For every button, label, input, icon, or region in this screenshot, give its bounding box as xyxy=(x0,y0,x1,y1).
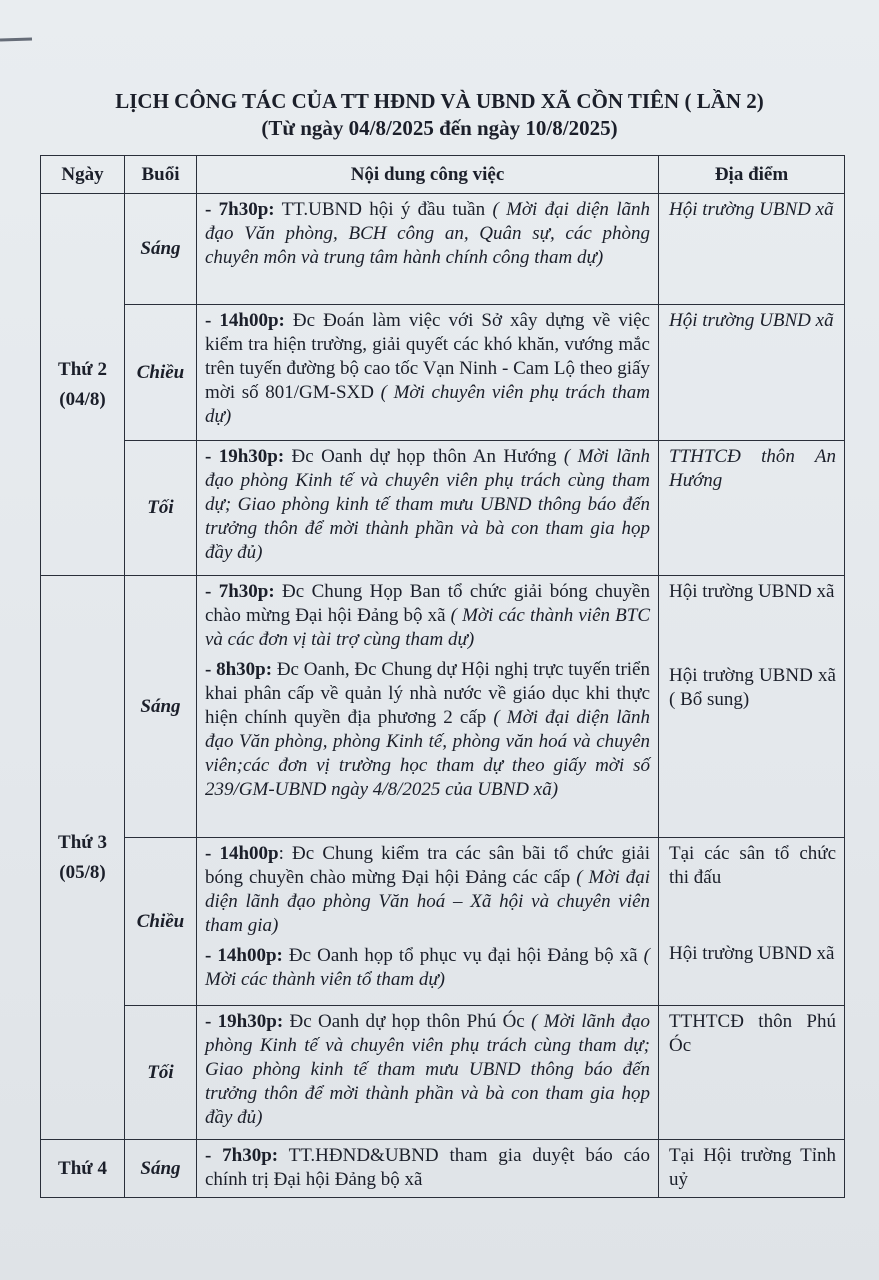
table-row xyxy=(41,838,845,1006)
list-item xyxy=(205,309,650,429)
task-text: Đc Đoán làm việc với Sở xây dựng về việc kiểm tra hiện trường, giải quyết các khó khăn, vướng mắc trên tuyến đường bộ cao tốc Vạn Ninh - Cam Lộ theo giấy mời số 801/GM-SXD xyxy=(205,310,650,403)
task-text: : Đc Chung kiểm tra các sân bãi tổ chức giải bóng chuyền chào mừng Đại hội Đảng các cấp xyxy=(205,843,650,888)
header-day: Ngày xyxy=(41,156,125,194)
task-text: TT.UBND hội ý đầu tuần xyxy=(274,199,493,220)
day-cell xyxy=(41,194,125,576)
location-text: TTHTCĐ thôn Phú Óc xyxy=(669,1011,836,1056)
location-cell xyxy=(659,838,845,1006)
content-cell xyxy=(197,576,659,838)
location-text: Hội trường UBND xã xyxy=(669,943,835,964)
content-cell xyxy=(197,1006,659,1140)
day-cell xyxy=(41,1140,125,1198)
location-cell xyxy=(659,441,845,576)
document-title xyxy=(0,88,879,142)
time-label: - 14h00p xyxy=(205,843,279,864)
header-session: Buổi xyxy=(125,156,197,194)
session-cell: Sáng xyxy=(125,194,197,305)
task-note: ( Mời các thành viên BTC và các đơn vị tài trợ cùng tham dự) xyxy=(205,605,650,650)
task-text: Đc Oanh dự họp thôn Phú Óc xyxy=(283,1011,532,1032)
session-cell: Chiều xyxy=(125,838,197,1006)
list-item xyxy=(205,658,650,802)
day-label: Thứ 2 xyxy=(58,358,107,380)
day-date: (05/8) xyxy=(59,861,106,883)
location-cell xyxy=(659,194,845,305)
task-text: TT.HĐND&UBND tham gia duyệt báo cáo chính trị Đại hội Đảng bộ xã xyxy=(205,1145,650,1190)
task-note: ( Mời chuyên viên phụ trách tham dự) xyxy=(205,382,651,427)
list-item xyxy=(205,198,650,270)
schedule-table xyxy=(40,155,845,1198)
table-row xyxy=(41,194,845,305)
day-date: (04/8) xyxy=(59,388,106,410)
task-note: ( Mời lãnh đạo phòng Kinh tế và chuyên viên phụ trách cùng tham dự; Giao phòng kinh tế tham mưu UBND thông báo đến trưởng thôn để mời thành phần và bà con tham gia họp đầy đủ) xyxy=(205,446,650,563)
location-cell xyxy=(659,305,845,441)
task-text: Đc Oanh dự họp thôn An Hướng xyxy=(284,446,564,467)
header-content: Nội dung công việc xyxy=(197,156,659,194)
table-row xyxy=(41,441,845,576)
table-row xyxy=(41,576,845,838)
location-cell xyxy=(659,1140,845,1198)
table-row xyxy=(41,1006,845,1140)
header-location: Địa điểm xyxy=(659,156,845,194)
title-line-1: LỊCH CÔNG TÁC CỦA TT HĐND VÀ UBND XÃ CỒN TIÊN ( LẦN 2) xyxy=(115,89,764,113)
content-cell xyxy=(197,441,659,576)
location-text: Tại các sân tổ chức thi đấu xyxy=(669,843,836,888)
title-line-2: (Từ ngày 04/8/2025 đến ngày 10/8/2025) xyxy=(261,116,618,140)
time-label: - 7h30p: xyxy=(205,199,275,220)
location-text: Hội trường UBND xã xyxy=(669,581,835,602)
session-cell: Sáng xyxy=(125,1140,197,1198)
session-cell: Chiều xyxy=(125,305,197,441)
task-note: ( Mời các thành viên tổ tham dự) xyxy=(205,945,650,990)
location-cell xyxy=(659,1006,845,1140)
list-item xyxy=(205,1010,650,1130)
location-text: Tại Hội trường Tỉnh uỷ xyxy=(669,1145,836,1190)
time-label: - 7h30p: xyxy=(205,581,275,602)
task-text: Đc Chung Họp Ban tổ chức giải bóng chuyền chào mừng Đại hội Đảng bộ xã xyxy=(205,581,650,626)
table-row xyxy=(41,1140,845,1198)
day-label: Thứ 4 xyxy=(58,1157,107,1179)
time-label: - 14h00p: xyxy=(205,310,285,331)
list-item xyxy=(205,580,650,652)
day-label: Thứ 3 xyxy=(58,831,107,853)
list-item xyxy=(205,842,650,938)
task-note: ( Mời đại diện lãnh đạo Văn phòng, phòng Kinh tế, phòng văn hoá và chuyên viên;các đơn vị trường học tham dự theo giấy mời số 239/GM-UBND ngày 4/8/2025 của UBND xã) xyxy=(205,707,651,800)
session-cell: Tối xyxy=(125,1006,197,1140)
task-note: ( Mời lãnh đạo phòng Kinh tế và chuyên viên phụ trách cùng tham dự; Giao phòng kinh tế tham mưu UBND thông báo đến trưởng thôn để mời thành phần và bà con tham gia họp đầy đủ) xyxy=(205,1011,651,1128)
table-row xyxy=(41,305,845,441)
location-text: TTHTCĐ thôn An Hướng xyxy=(669,446,836,491)
content-cell xyxy=(197,1140,659,1198)
task-note: ( Mời đại diện lãnh đạo Văn phòng, BCH công an, Quân sự, các phòng chuyên môn và trung tâm hành chính công tham dự) xyxy=(205,199,651,268)
location-text: Hội trường UBND xã xyxy=(669,310,834,331)
task-note: ( Mời đại diện lãnh đạo phòng Văn hoá – Xã hội và chuyên viên tham gia) xyxy=(205,867,651,936)
time-label: - 19h30p: xyxy=(205,1011,284,1032)
list-item xyxy=(205,944,650,992)
time-label: - 7h30p: xyxy=(205,1145,279,1166)
header-row xyxy=(41,156,845,194)
session-cell: Tối xyxy=(125,441,197,576)
time-label: - 19h30p: xyxy=(205,446,285,467)
content-cell xyxy=(197,305,659,441)
pen-mark xyxy=(0,37,32,41)
task-text: Đc Oanh, Đc Chung dự Hội nghị trực tuyến triển khai phân cấp về quản lý nhà nước về giáo dục khi thực hiện chính quyền địa phương 2 cấp xyxy=(205,659,650,728)
location-cell xyxy=(659,576,845,838)
content-cell xyxy=(197,838,659,1006)
time-label: - 14h00p: xyxy=(205,945,283,966)
session-cell: Sáng xyxy=(125,576,197,838)
list-item xyxy=(205,1144,650,1192)
content-cell xyxy=(197,194,659,305)
time-label: - 8h30p: xyxy=(205,659,273,680)
task-text: Đc Oanh họp tổ phục vụ đại hội Đảng bộ xã xyxy=(282,945,644,966)
location-text: Hội trường UBND xã xyxy=(669,199,834,220)
day-cell xyxy=(41,576,125,1140)
list-item xyxy=(205,445,650,565)
location-text: Hội trường UBND xã ( Bổ sung) xyxy=(669,665,836,710)
